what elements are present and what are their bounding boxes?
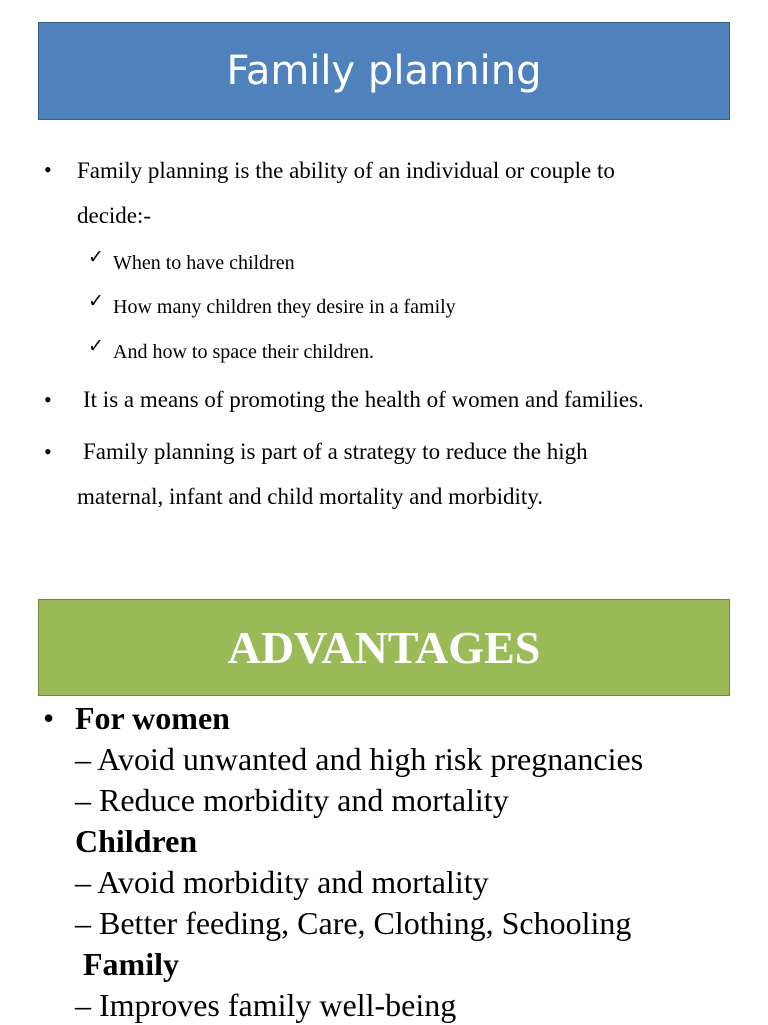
bullet-icon: • [44,387,52,412]
subitem-3: And how to space their children. [113,341,375,363]
group-heading-family: Family [83,946,179,982]
women-item-1: – Avoid unwanted and high risk pregnancies [75,741,644,777]
slide-title-text: ADVANTAGES [227,622,541,673]
slide-title-family-planning [38,22,730,120]
bullet-icon: • [44,439,52,464]
bullet-icon: • [44,157,52,182]
slide-title-text: Family planning [226,48,542,94]
slide-title-advantages [38,599,730,696]
bullet-icon: • [43,700,55,736]
group-heading-women: For women [75,700,230,736]
children-item-1: – Avoid morbidity and mortality [75,864,489,900]
women-item-2: – Reduce morbidity and mortality [75,782,509,818]
bullet1-line1: Family planning is the ability of an individual or couple to [77,158,615,183]
check-mark-icon: ✓ [88,291,104,312]
bullet3-line1: Family planning is part of a strategy to reduce the high [83,439,588,464]
family-item-1: – Improves family well-being [75,987,457,1023]
bullet2-text: It is a means of promoting the health of women and families. [83,387,644,412]
check-mark-icon: ✓ [88,336,104,357]
bullet3-line2: maternal, infant and child mortality and morbidity. [77,484,544,509]
children-item-2: – Better feeding, Care, Clothing, Schooling [75,905,632,941]
subitem-2: How many children they desire in a family [113,296,456,318]
bullet1-line2: decide:- [77,203,152,228]
check-mark-icon: ✓ [88,247,104,268]
subitem-1: When to have children [113,252,295,274]
group-heading-children: Children [75,823,198,859]
